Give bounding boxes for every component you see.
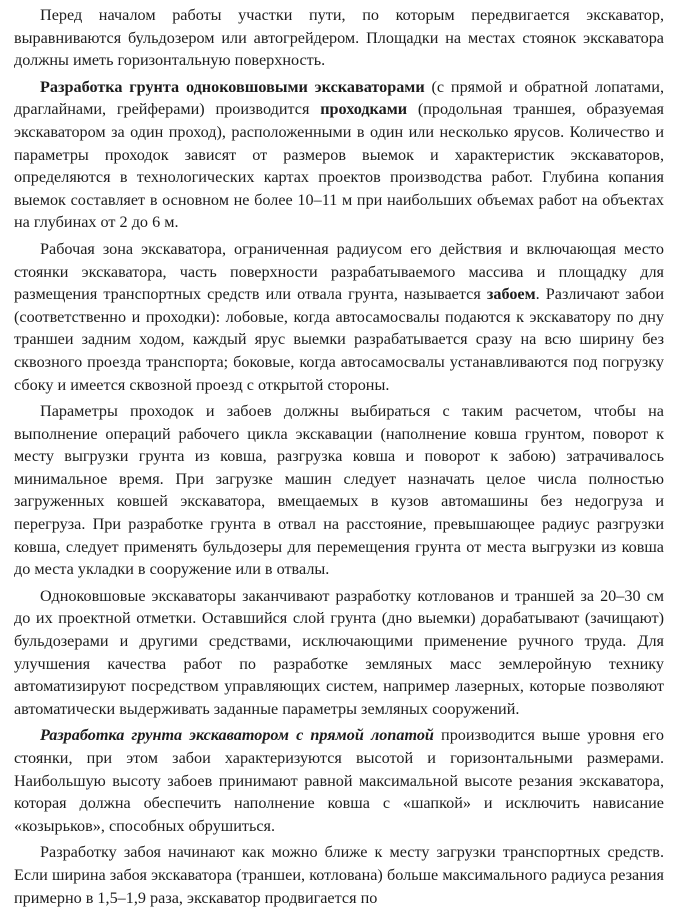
paragraph-2-text-b: (продольная траншея, образуемая экскаватором за один проход), расположенными в один или несколько ярусов. Количество и параметры проходок зависят от размеров выемок и характеристик экскаваторов, определяются в технологических картах проектов производства работ. Глубина копания выемок составляет в основном не более 10–11 м при наибольших объемах работ на объектах на глубинах от 2 до 6 м.: [14, 100, 664, 232]
paragraph-5: [14, 585, 664, 721]
paragraph-7-text: Разработку забоя начинают как можно ближе к месту загрузки транспортных средств. Если ширина забоя экскаватора (траншеи, котлована) больше максимального радиуса резания примерно в 1,5–1,9 раза, экскаватор продвигается по: [14, 843, 664, 907]
term-excavation-single-bucket: Разработка грунта одноковшовыми экскаваторами: [40, 77, 425, 96]
term-passes: проходками: [320, 100, 408, 119]
paragraph-2-text-a: (с прямой и обратной лопатами, драглайнами, грейферами) производится: [14, 77, 664, 119]
paragraph-3: [14, 238, 664, 396]
term-face: забоем: [486, 285, 536, 304]
paragraph-3-text-b: . Различают забои (соответственно и проходки): лобовые, когда автосамосвалы подаются к экскаватору по дну траншеи задним ходом, каждый ярус выемки разрабатывается сразу на всю ширину без сквозного проезда транспорта; боковые, когда автосамосвалы устанавливаются под погрузку сбоку и имеется сквозной проезд с открытой стороны.: [14, 285, 664, 394]
paragraph-6-text: производится выше уровня его стоянки, при этом забои характеризуются высотой и горизонтальными размерами. Наибольшую высоту забоев принимают равной максимальной высоте резания экскаватора, которая должна обеспечить наполнение ковша с «шапкой» и исключить нависание «козырьков», способных обрушиться.: [14, 726, 664, 835]
paragraph-3-text-a: Рабочая зона экскаватора, ограниченная радиусом его действия и включающая место стоянки экскаватора, часть поверхности разрабатываемого массива и площадку для размещения транспортных средств или отвала грунта, называется: [14, 239, 664, 304]
term-front-shovel: Разработка грунта экскаватором с прямой лопатой: [40, 726, 434, 745]
paragraph-1-text: Перед началом работы участки пути, по которым передвигается экскаватор, выравниваются бульдозером или автогрейдером. Площадки на местах стоянок экскаватора должны иметь горизонтальную поверхность.: [14, 6, 664, 70]
paragraph-7: [14, 841, 664, 909]
paragraph-1: [14, 4, 664, 72]
paragraph-5-text: Одноковшовые экскаваторы заканчивают разработку котлованов и траншей за 20–30 см до их проектной отметки. Оставшийся слой грунта (дно выемки) дорабатывают (зачищают) бульдозерами и другими средствами, исключающими применение ручного труда. Для улучшения качества работ по разработке земляных масс землеройную технику автоматизируют посредством управляющих систем, например лазерных, которые позволяют автоматически выдерживать заданные параметры земляных сооружений.: [14, 586, 664, 718]
paragraph-6: [14, 724, 664, 837]
paragraph-2: [14, 76, 664, 234]
paragraph-4-text: Параметры проходок и забоев должны выбираться с таким расчетом, чтобы на выполнение операций рабочего цикла экскавации (наполнение ковша грунтом, поворот к месту выгрузки грунта из ковша, разгрузка ковша и поворот к забою) затрачивалось минимальное время. При загрузке машин следует назначать целое числа полностью загруженных ковшей экскаватора, вмещаемых в кузов автомашины без недогруза и перегруза. При разработке грунта в отвал на расстояние, превышающее радиус разгрузки ковша, следует применять бульдозеры для перемещения грунта от места выгрузки из ковша до места укладки в сооружение или в отвалы.: [14, 402, 664, 579]
paragraph-4: [14, 400, 664, 581]
